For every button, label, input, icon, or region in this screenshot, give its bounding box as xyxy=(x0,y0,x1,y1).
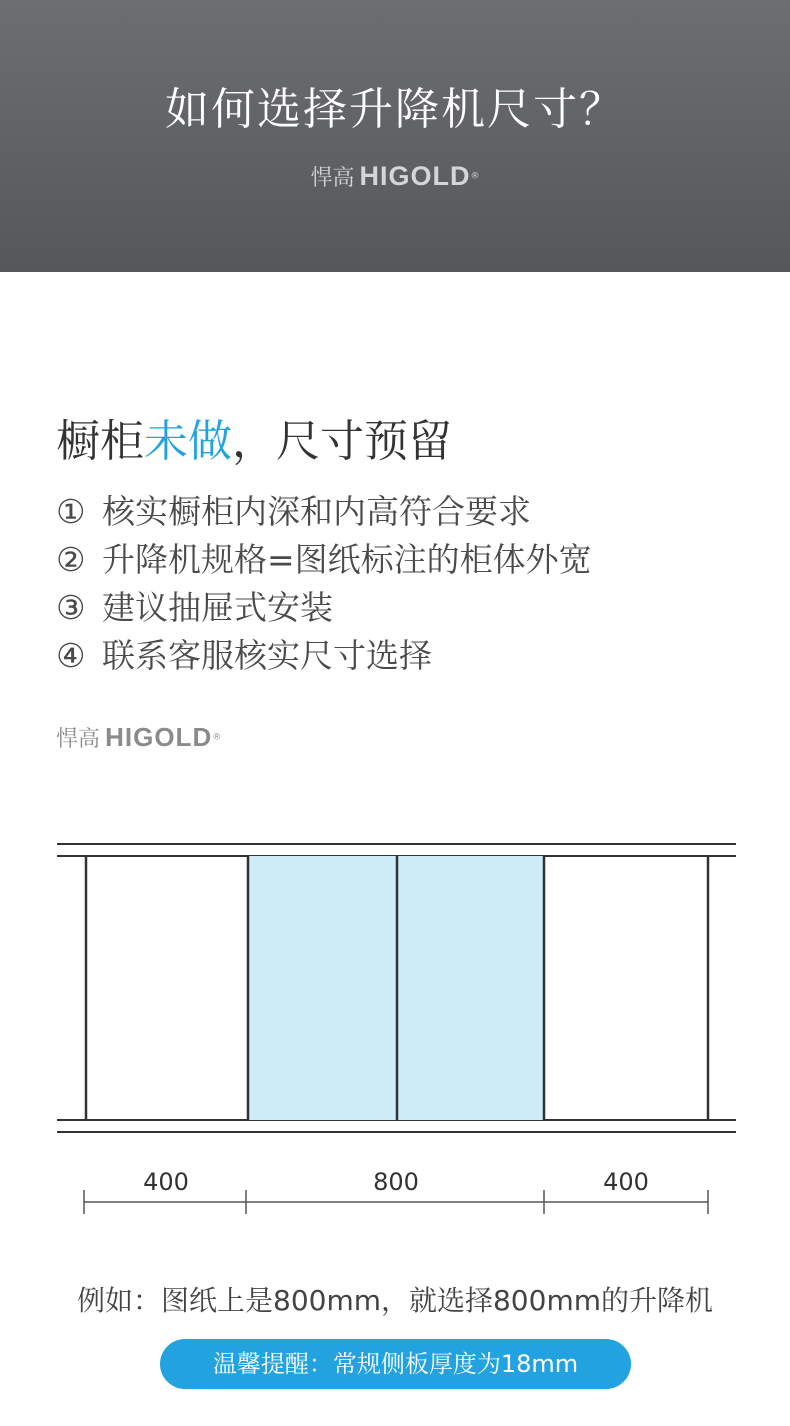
brand-logo xyxy=(56,724,221,751)
heading-prefix: 橱柜 xyxy=(56,416,144,467)
example-text: 例如：图纸上是800mm，就选择800mm的升降机 xyxy=(77,1284,713,1317)
registered-mark: ® xyxy=(212,732,222,743)
tip-item xyxy=(56,584,592,632)
tip-text: 升降机规格=图纸标注的柜体外宽 xyxy=(102,540,592,579)
section-heading xyxy=(56,412,452,472)
tip-number: ① xyxy=(56,492,86,531)
brand-name-en: HIGOLD xyxy=(105,722,213,752)
cabinet-diagram xyxy=(0,830,790,1220)
brand-name-cn: 悍高 xyxy=(310,166,355,191)
tip-text: 核实橱柜内深和内高符合要求 xyxy=(102,492,531,531)
tip-number: ③ xyxy=(56,588,86,627)
header-banner xyxy=(0,0,790,272)
tip-number: ② xyxy=(56,540,86,579)
heading-accent: 未做 xyxy=(144,416,232,467)
brand-name-en: HIGOLD xyxy=(359,161,471,191)
tip-item xyxy=(56,632,592,680)
tip-text: 联系客服核实尺寸选择 xyxy=(102,636,432,675)
tip-text: 建议抽屉式安装 xyxy=(102,588,333,627)
brand-name-cn: 悍高 xyxy=(56,727,101,752)
tip-item xyxy=(56,536,592,584)
tip-number: ④ xyxy=(56,636,86,675)
tip-item xyxy=(56,488,592,536)
heading-suffix: ，尺寸预留 xyxy=(232,416,452,467)
brand-logo xyxy=(0,163,790,190)
registered-mark: ® xyxy=(470,171,480,182)
dimension-label-left: 400 xyxy=(143,1168,189,1196)
page-title: 如何选择升降机尺寸？ xyxy=(165,84,625,135)
note-badge: 温馨提醒：常规侧板厚度为18mm xyxy=(160,1339,631,1389)
dimension-label-center: 800 xyxy=(373,1168,419,1196)
tips-list xyxy=(56,488,592,680)
dimension-label-right: 400 xyxy=(603,1168,649,1196)
